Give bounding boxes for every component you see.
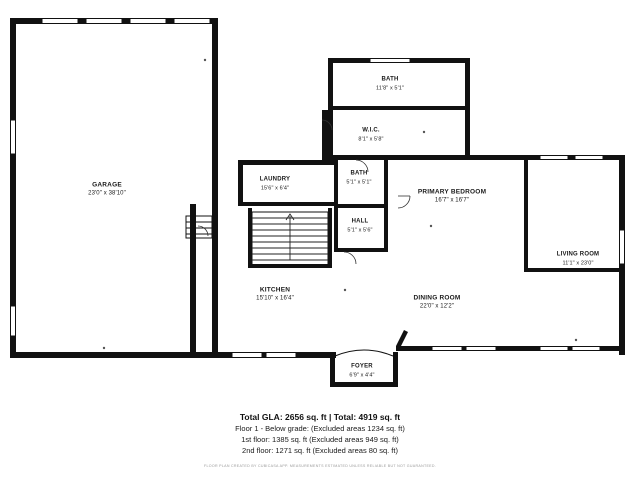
room-dims: 22'0" x 12'2" — [419, 303, 455, 310]
room-label-wic — [358, 127, 383, 142]
room-name: BATH — [350, 170, 368, 177]
room-label-hall — [347, 218, 372, 233]
room-name: DINING ROOM — [413, 294, 461, 302]
room-dims: 11'8" x 5'1" — [376, 84, 404, 91]
room-dims: 6'9" x 4'4" — [349, 371, 375, 378]
room-label-kitchen — [256, 287, 294, 304]
room-dims: 5'1" x 5'6" — [347, 226, 373, 233]
room-label-bath-upper — [376, 76, 404, 91]
floor-1-line: Floor 1 - Below grade: (Excluded areas 1234 sq. ft) — [235, 424, 405, 433]
room-label-laundry — [260, 176, 291, 191]
room-dims: 5'1" x 5'1" — [346, 178, 372, 185]
room-dims: 15'10" x 16'4" — [256, 295, 294, 302]
room-name: LIVING ROOM — [556, 251, 600, 258]
room-name: PRIMARY BEDROOM — [417, 188, 487, 196]
room-name: FOYER — [351, 363, 373, 370]
room-name: LAUNDRY — [259, 176, 291, 183]
room-name: KITCHEN — [259, 286, 291, 294]
room-dims: 16'7" x 16'7" — [434, 197, 470, 204]
area-summary — [0, 412, 640, 457]
house-outline — [190, 58, 625, 387]
total-gla-line: Total GLA: 2656 sq. ft | Total: 4919 sq. ft — [239, 412, 401, 422]
room-label-bath-small — [346, 170, 371, 185]
room-label-dining-room — [414, 295, 461, 312]
room-name: HALL — [351, 218, 369, 225]
room-label-garage — [88, 182, 126, 199]
room-dims: 15'6" x 6'4" — [260, 184, 290, 191]
room-dims: 8'1" x 5'8" — [358, 135, 384, 142]
floor-2nd-line: 2nd floor: 1271 sq. ft (Excluded areas 80 sq. ft) — [242, 445, 398, 455]
floor-1st-line: 1st floor: 1385 sq. ft (Excluded areas 949 sq. ft) — [241, 434, 399, 444]
room-name: GARAGE — [92, 181, 122, 189]
room-label-foyer — [349, 363, 374, 378]
floor-markers — [344, 131, 577, 341]
staircase — [248, 208, 332, 268]
room-name: W.I.C. — [362, 127, 380, 134]
disclaimer-text: FLOOR PLAN CREATED BY CUBICASA APP. MEASUREMENTS ESTIMATED UNLESS RELIABLE BUT NOT GUARANTEED. — [203, 464, 437, 468]
room-dims: 11'1" x 23'0" — [562, 259, 594, 266]
room-label-primary-bedroom — [418, 189, 486, 206]
room-dims: 23'0" x 38'10" — [88, 190, 126, 197]
room-name: BATH — [381, 76, 399, 83]
room-label-living-room — [557, 251, 600, 266]
